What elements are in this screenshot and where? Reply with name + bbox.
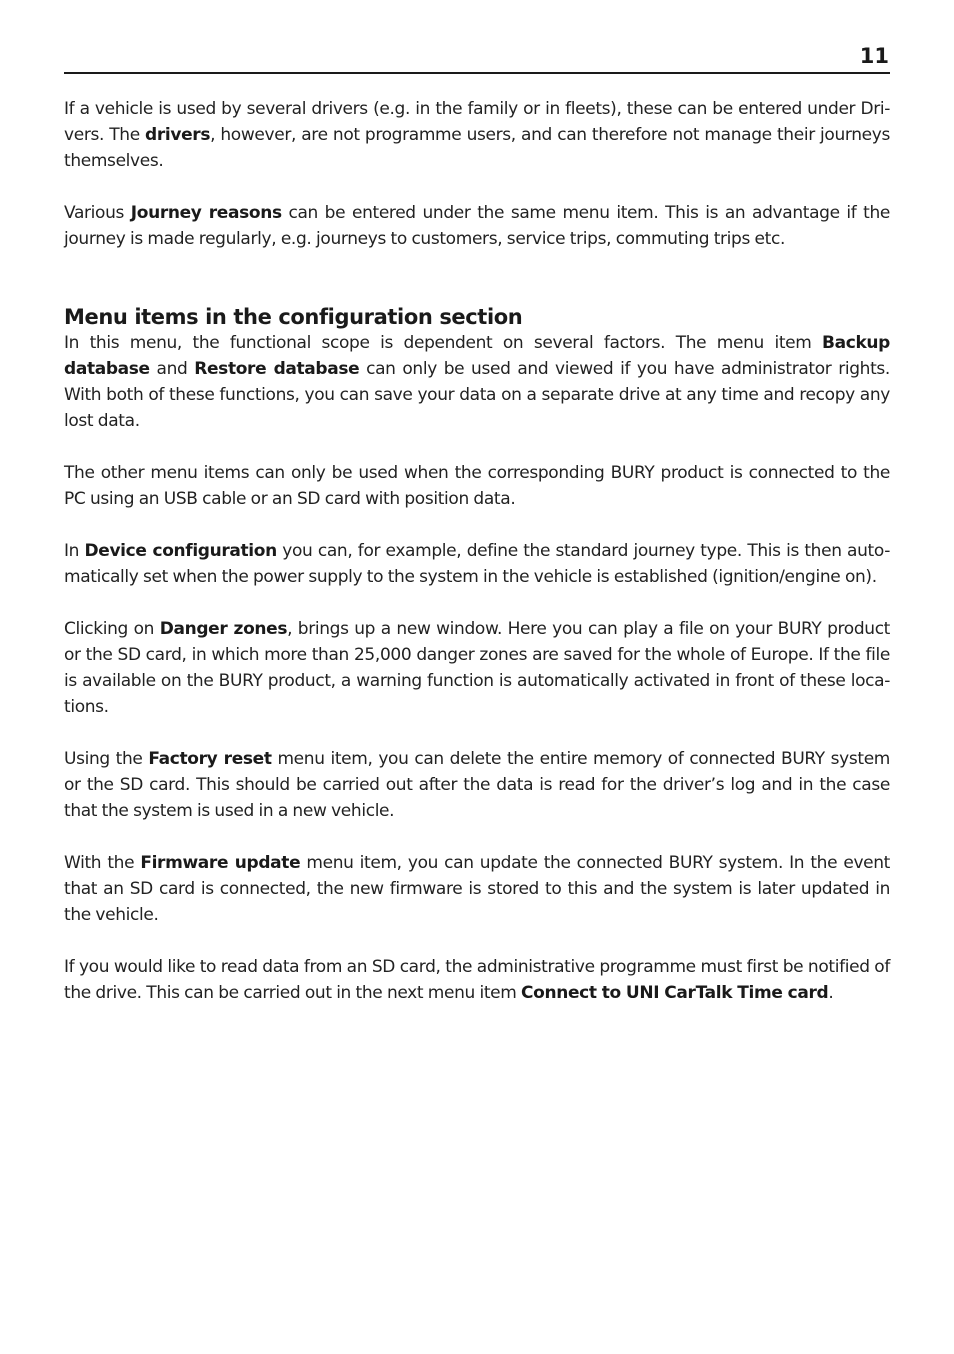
danger-zones-text-1: Clicking on <box>64 619 160 639</box>
factory-reset-text-2: menu item, you can delete the entire memory of connected BURY system or the SD card. This should be carried out after the data is read for the driver’s log and in the case that the system is used in a new vehicle. <box>64 749 891 821</box>
restore-database-term: Restore database <box>194 359 360 379</box>
firmware-update-paragraph <box>64 850 890 928</box>
sd-card-text-2: . <box>828 983 834 1003</box>
factory-reset-paragraph <box>64 746 890 824</box>
journey-reasons-term: Journey reasons <box>130 203 282 223</box>
connect-cartalk-term: Connect to UNI CarTalk Time card <box>521 983 829 1003</box>
device-configuration-term: Device configuration <box>84 541 277 561</box>
database-text-2: and <box>149 359 195 379</box>
other-menu-items-text: The other menu items can only be used when the corresponding BURY product is connected to the PC using an USB cable or an SD card with position data. <box>64 463 890 509</box>
firmware-update-text-1: With the <box>64 853 141 873</box>
drivers-text-1: If a vehicle is used by several drivers (e.g. in the family or in fleets), these can be entered under Dri-vers. The <box>64 99 890 145</box>
device-configuration-text-1: In <box>64 541 85 561</box>
firmware-update-text-2: menu item, you can update the connected BURY system. In the event that an SD card is connected, the new firmware is stored to this and the system is later updated in the vehicle. <box>64 853 890 925</box>
journey-reasons-text-2: can be entered under the same menu item. This is an advantage if the journey is made regularly, e.g. journeys to customers, service trips, commuting trips etc. <box>64 203 891 249</box>
device-configuration-text-2: you can, for example, define the standard journey type. This is then auto-matically set when the power supply to the system in the vehicle is established (ignition/engine on). <box>64 541 890 587</box>
journey-reasons-paragraph <box>64 200 890 252</box>
factory-reset-term: Factory reset <box>148 749 272 769</box>
page-number: 11 <box>859 44 889 68</box>
sd-card-text-1: If you would like to read data from an SD card, the administrative programme must first be notified of the drive. This can be carried out in the next menu item <box>64 957 890 1003</box>
journey-reasons-text-1: Various <box>64 203 131 223</box>
firmware-update-term: Firmware update <box>140 853 301 873</box>
danger-zones-paragraph <box>64 616 890 720</box>
factory-reset-text-1: Using the <box>64 749 149 769</box>
device-configuration-paragraph <box>64 538 890 590</box>
sd-card-paragraph <box>64 954 890 1006</box>
backup-database-term: Backup database <box>64 333 890 379</box>
danger-zones-text-2: , brings up a new window. Here you can play a file on your BURY product or the SD card, in which more than 25,000 danger zones are saved for the whole of Europe. If the file is available on the BURY product, a warning function is automatically activated in front of these loca-tions. <box>64 619 891 717</box>
page-content <box>64 96 890 1006</box>
header-rule <box>64 72 890 74</box>
database-text-3: can only be used and viewed if you have administrator rights. With both of these functions, you can save your data on a separate drive at any time and recopy any lost data. <box>64 359 890 431</box>
danger-zones-term: Danger zones <box>159 619 288 639</box>
drivers-term: drivers <box>145 125 211 145</box>
database-text-1: In this menu, the functional scope is dependent on several factors. The menu item <box>64 333 823 353</box>
database-paragraph <box>64 330 890 434</box>
section-heading: Menu items in the configuration section <box>64 305 523 329</box>
drivers-paragraph <box>64 96 890 174</box>
other-menu-items-paragraph <box>64 460 890 512</box>
drivers-text-2: , however, are not programme users, and can therefore not manage their journeys themselves. <box>64 125 890 171</box>
